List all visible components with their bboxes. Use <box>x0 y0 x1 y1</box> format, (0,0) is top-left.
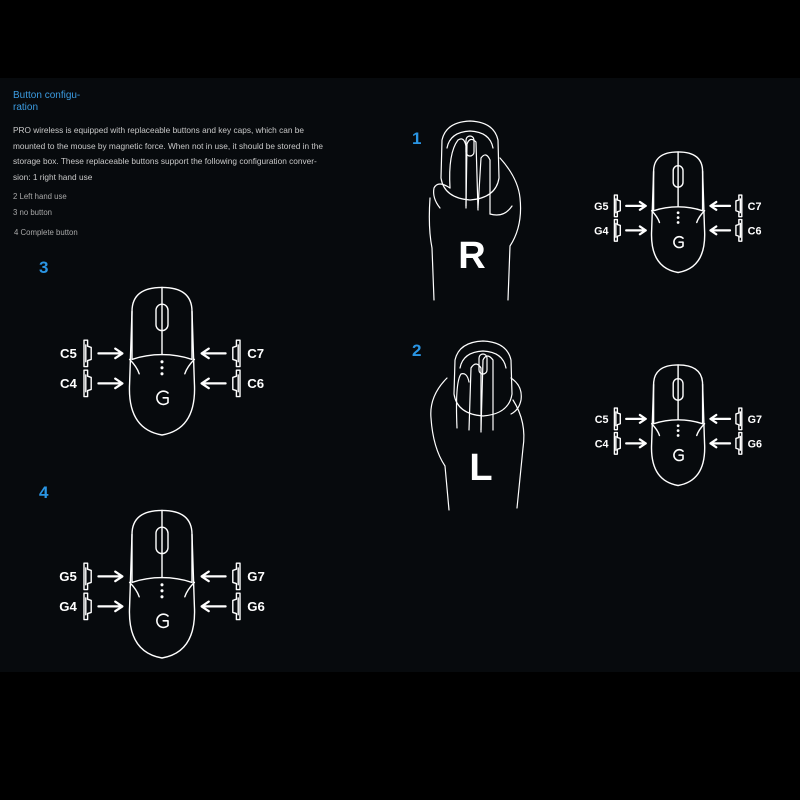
option-no-button: 3 no button <box>13 208 53 217</box>
side-button-icon <box>233 340 240 366</box>
side-button-label-top-left: G5 <box>594 200 609 213</box>
side-button-label-top-right: C7 <box>247 346 265 362</box>
side-button-label-bottom-left: C4 <box>594 438 609 451</box>
arrow-icon <box>202 602 226 612</box>
arrow-icon <box>98 349 122 359</box>
config-number-3: 3 <box>39 258 49 277</box>
option-complete-button: 4 Complete button <box>14 228 78 237</box>
arrow-icon <box>202 572 226 582</box>
side-button-label-bottom-right: C6 <box>247 376 265 392</box>
side-button-label-bottom-right: C6 <box>747 225 762 238</box>
side-button-label-top-left: C5 <box>594 413 609 426</box>
arrow-icon <box>626 202 646 210</box>
arrow-icon <box>202 349 226 359</box>
side-button-icon <box>233 593 240 619</box>
config-1-diagram <box>585 150 775 280</box>
side-button-icon <box>84 593 91 619</box>
section-title <box>13 90 123 114</box>
description-line: storage box. These replaceable buttons support the following configuration conver- <box>13 156 317 166</box>
side-button-label-bottom-right: G6 <box>747 438 763 451</box>
config-2-diagram <box>585 363 775 493</box>
side-button-icon <box>84 370 91 396</box>
config-number-4: 4 <box>39 483 49 502</box>
left-hand-letter: L <box>469 447 493 489</box>
right-hand-letter: R <box>458 235 486 277</box>
logitech-g-logo <box>674 237 683 248</box>
description-line: sion: 1 right hand use <box>13 171 93 182</box>
description <box>13 123 383 185</box>
side-button-label-bottom-left: C4 <box>59 376 77 392</box>
side-button-label-bottom-left: G4 <box>59 599 77 615</box>
side-button-icon <box>233 370 240 396</box>
side-button-icon <box>233 563 240 589</box>
logitech-g-logo <box>674 450 683 461</box>
side-button-label-top-right: C7 <box>747 200 762 213</box>
config-number-2: 2 <box>412 341 422 360</box>
logitech-g-logo <box>157 391 168 404</box>
config-3-diagram <box>48 285 283 445</box>
arrow-icon <box>710 226 730 234</box>
description-line: PRO wireless is equipped with replaceable buttons and key caps, which can be <box>13 125 305 135</box>
side-button-label-bottom-right: G6 <box>247 599 265 615</box>
arrow-icon <box>626 415 646 423</box>
description-line: mounted to the mouse by magnetic force. When not in use, it should be stored in the <box>13 140 323 151</box>
side-button-label-top-right: G7 <box>247 569 265 585</box>
config-number-1: 1 <box>412 129 422 148</box>
arrow-icon <box>202 379 226 389</box>
arrow-icon <box>98 572 122 582</box>
side-button-icon <box>84 340 91 366</box>
right-hand-icon <box>420 118 540 303</box>
option-left-hand: 2 Left hand use <box>13 192 67 201</box>
side-button-label-top-left: C5 <box>59 346 77 362</box>
logitech-g-logo <box>157 614 168 627</box>
side-button-label-top-right: G7 <box>747 413 763 426</box>
arrow-icon <box>98 602 122 612</box>
arrow-icon <box>98 379 122 389</box>
side-button-label-bottom-left: G4 <box>594 225 609 238</box>
arrow-icon <box>626 226 646 234</box>
arrow-icon <box>710 202 730 210</box>
arrow-icon <box>626 439 646 447</box>
config-4-diagram <box>48 508 283 668</box>
arrow-icon <box>710 439 730 447</box>
section-title-line1: Button configu- <box>13 90 81 101</box>
side-button-icon <box>84 563 91 589</box>
left-hand-icon <box>423 338 543 518</box>
section-title-line2: ration <box>13 102 39 113</box>
arrow-icon <box>710 415 730 423</box>
side-button-label-top-left: G5 <box>59 569 77 585</box>
